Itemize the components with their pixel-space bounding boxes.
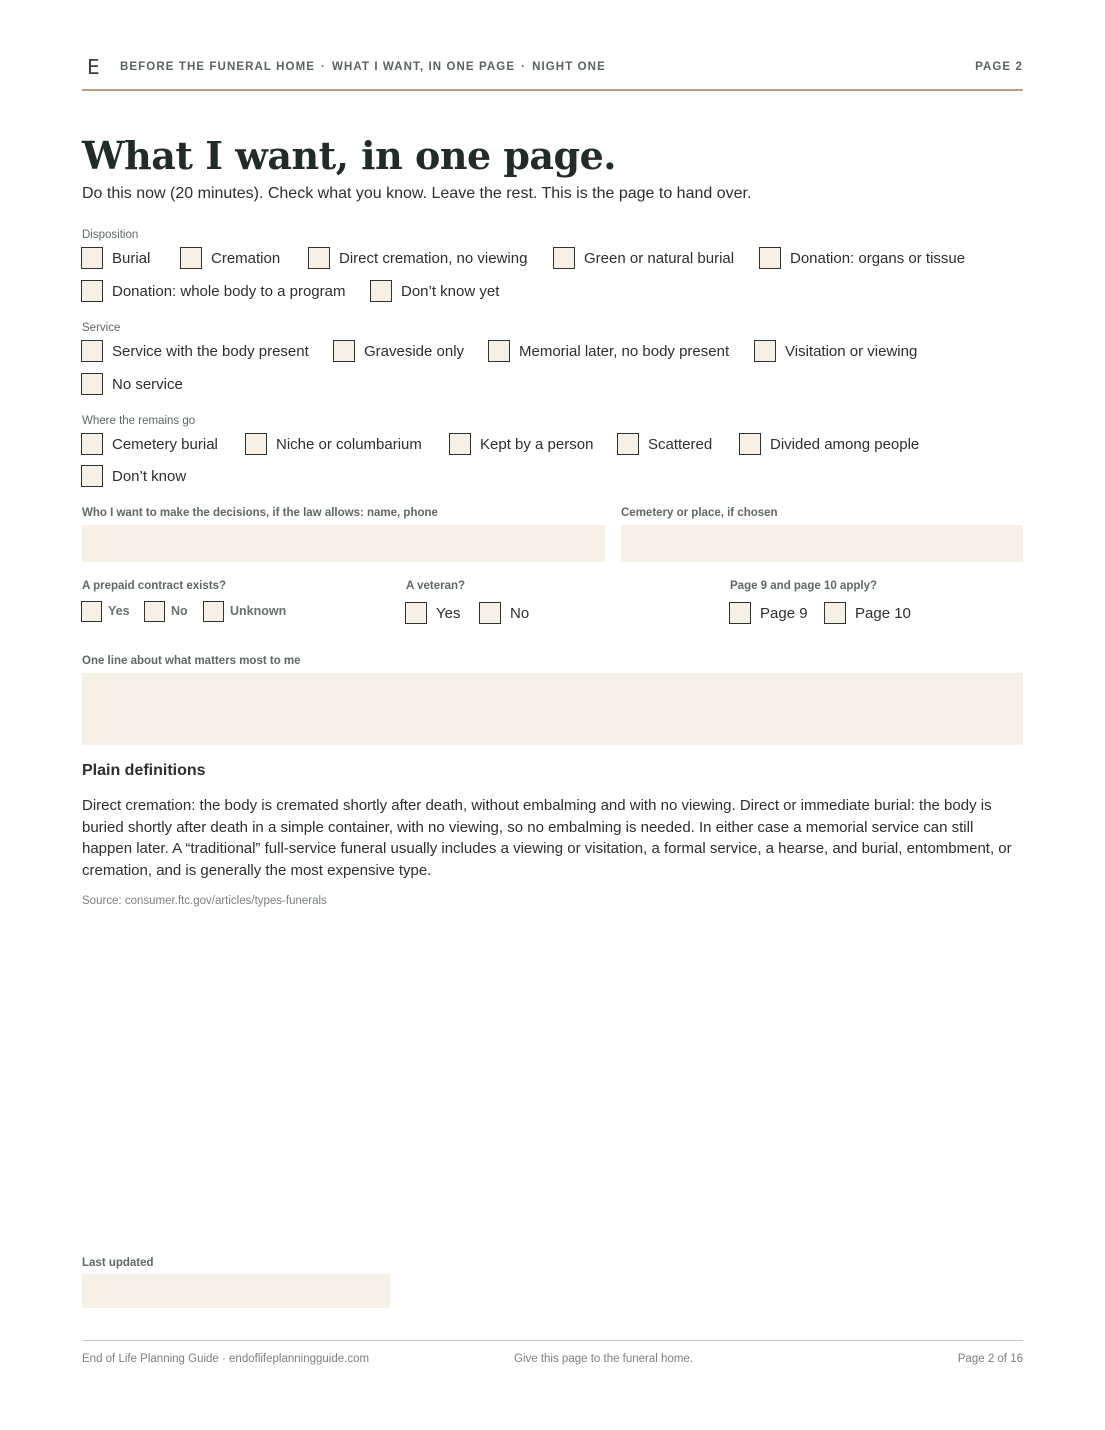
footer-center: Give this page to the funeral home.	[514, 1353, 693, 1365]
disposition-option-whole-body[interactable]: Donation: whole body to a program	[81, 279, 345, 303]
checkbox[interactable]	[81, 340, 103, 362]
definitions-text: Direct cremation: the body is cremated shortly after death, without embalming and with no viewing. Direct or immediate burial: the body is buried shortly after death in a simple container, with no viewing, so no embalming is needed. In either case a memorial service can still happen later. A “traditional” full-service funeral usually includes a viewing or visitation, a formal service, a hearse, and burial, entombment, or cremation, and is generally the most expensive type.	[82, 797, 1012, 879]
prepaid-label: A prepaid contract exists?	[82, 580, 227, 592]
breadcrumb-separator: ·	[321, 61, 326, 73]
last-updated-field[interactable]	[82, 1274, 390, 1308]
service-option-body-present[interactable]: Service with the body present	[81, 339, 309, 363]
remains-option-divided[interactable]: Divided among people	[739, 432, 919, 456]
logo-icon: E	[87, 55, 100, 79]
page-header	[82, 56, 1023, 91]
decision-maker-field[interactable]	[82, 525, 605, 562]
remains-option-cemetery[interactable]: Cemetery burial	[81, 432, 218, 456]
checkbox[interactable]	[81, 280, 103, 302]
breadcrumb-item: BEFORE THE FUNERAL HOME	[120, 61, 316, 73]
disposition-option-dont-know[interactable]: Don’t know yet	[370, 279, 499, 303]
cemetery-field[interactable]	[621, 525, 1023, 562]
veteran-option-no[interactable]: No	[479, 601, 529, 625]
prepaid-option-no[interactable]: No	[144, 599, 188, 623]
checkbox[interactable]	[729, 602, 751, 624]
checkbox[interactable]	[553, 247, 575, 269]
disposition-option-cremation[interactable]: Cremation	[180, 246, 280, 270]
checkbox[interactable]	[759, 247, 781, 269]
disposition-option-burial[interactable]: Burial	[81, 246, 150, 270]
service-option-none[interactable]: No service	[81, 372, 183, 396]
prepaid-option-unknown[interactable]: Unknown	[203, 599, 286, 623]
definitions-heading: Plain definitions	[82, 762, 206, 779]
checkbox[interactable]	[370, 280, 392, 302]
checkbox[interactable]	[245, 433, 267, 455]
footer-divider	[82, 1340, 1023, 1341]
pages-apply-option-page-9[interactable]: Page 9	[729, 601, 808, 625]
service-option-memorial-later[interactable]: Memorial later, no body present	[488, 339, 729, 363]
checkbox[interactable]	[81, 433, 103, 455]
checkbox[interactable]	[479, 602, 501, 624]
checkbox[interactable]	[739, 433, 761, 455]
page-title: What I want, in one page.	[82, 133, 617, 178]
checkbox[interactable]	[617, 433, 639, 455]
checkbox[interactable]	[144, 601, 165, 622]
checkbox[interactable]	[488, 340, 510, 362]
pages-apply-label: Page 9 and page 10 apply?	[730, 580, 877, 592]
breadcrumb-separator: ·	[521, 61, 527, 73]
breadcrumb-item: WHAT I WANT, IN ONE PAGE	[331, 61, 516, 73]
service-option-visitation[interactable]: Visitation or viewing	[754, 339, 917, 363]
definitions-source: Source: consumer.ftc.gov/articles/types-funerals	[82, 895, 327, 907]
disposition-label: Disposition	[82, 229, 139, 241]
breadcrumb	[120, 61, 606, 73]
disposition-option-green-burial[interactable]: Green or natural burial	[553, 246, 734, 270]
checkbox[interactable]	[449, 433, 471, 455]
page-lead: Do this now (20 minutes). Check what you know. Leave the rest. This is the page to hand over.	[82, 185, 752, 202]
remains-label: Where the remains go	[82, 415, 196, 427]
checkbox[interactable]	[81, 465, 103, 487]
veteran-label: A veteran?	[406, 580, 466, 592]
service-option-graveside[interactable]: Graveside only	[333, 339, 464, 363]
checkbox[interactable]	[203, 601, 224, 622]
remains-option-kept[interactable]: Kept by a person	[449, 432, 593, 456]
service-label: Service	[82, 322, 121, 334]
checkbox[interactable]	[333, 340, 355, 362]
pages-apply-option-page-10[interactable]: Page 10	[824, 601, 911, 625]
remains-option-dont-know[interactable]: Don’t know	[81, 464, 186, 488]
remains-option-scattered[interactable]: Scattered	[617, 432, 712, 456]
matters-label: One line about what matters most to me	[82, 655, 301, 667]
header-page-number: PAGE 2	[975, 61, 1023, 73]
footer-page-number: Page 2 of 16	[957, 1353, 1023, 1365]
matters-field[interactable]	[82, 673, 1023, 745]
last-updated-label: Last updated	[82, 1257, 154, 1269]
checkbox[interactable]	[754, 340, 776, 362]
disposition-option-direct-cremation[interactable]: Direct cremation, no viewing	[308, 246, 527, 270]
remains-option-niche[interactable]: Niche or columbarium	[245, 432, 422, 456]
checkbox[interactable]	[81, 601, 102, 622]
breadcrumb-item: NIGHT ONE	[532, 61, 606, 73]
cemetery-label: Cemetery or place, if chosen	[621, 507, 778, 519]
footer-left: End of Life Planning Guide · endoflifeplanningguide.com	[82, 1353, 370, 1365]
checkbox[interactable]	[308, 247, 330, 269]
disposition-option-organ-donation[interactable]: Donation: organs or tissue	[759, 246, 965, 270]
checkbox[interactable]	[824, 602, 846, 624]
checkbox[interactable]	[405, 602, 427, 624]
checkbox[interactable]	[180, 247, 202, 269]
decision-maker-label: Who I want to make the decisions, if the law allows: name, phone	[82, 507, 438, 519]
prepaid-option-yes[interactable]: Yes	[81, 599, 130, 623]
checkbox[interactable]	[81, 373, 103, 395]
veteran-option-yes[interactable]: Yes	[405, 601, 460, 625]
checkbox[interactable]	[81, 247, 103, 269]
